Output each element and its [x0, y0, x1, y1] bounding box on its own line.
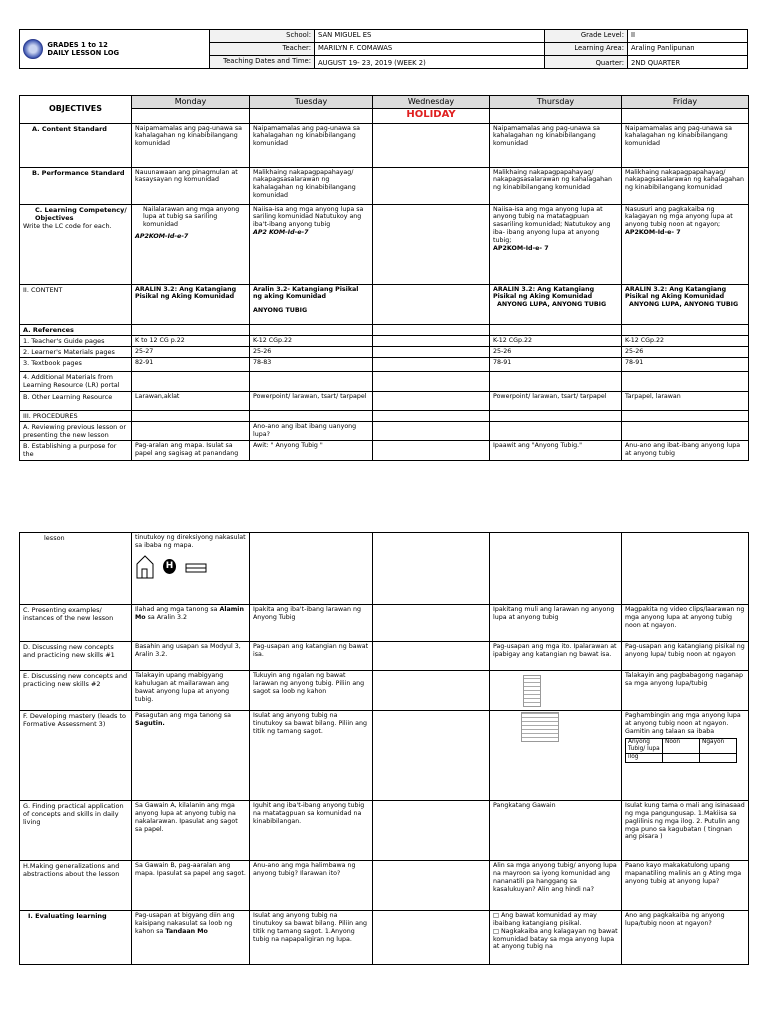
hospital-icon: H [163, 559, 176, 574]
tg-thu: K-12 CGp.22 [490, 335, 622, 346]
tb-thu: 78-91 [490, 357, 622, 371]
discussing2-fri: Talakayin ang pagbabagong naganap sa mga anyong lupa/tubig [622, 671, 749, 711]
comparison-cell [663, 754, 700, 763]
practical-mon: Sa Gawain A, kilalanin ang mga anyong lupa at anyong tubig na nakalarawan. Ipasulat ang sagot sa papel. [132, 801, 250, 861]
evaluating-mon-text: Pag-usapan at bigyang diin ang kaisipang nakasulat sa loob ng kahon sa [135, 912, 235, 935]
discussing2-thu [490, 671, 622, 711]
tg-label: 1. Teacher's Guide pages [20, 335, 132, 346]
presenting-mon-text: Ilahad ang mga tanong sa [135, 606, 220, 613]
tb-mon: 82-91 [132, 357, 250, 371]
day-monday: Monday [132, 96, 250, 109]
generalizations-mon: Sa Gawain B, pag-aaralan ang mapa. Ipasulat sa papel ang sagot. [132, 861, 250, 911]
area-value: Araling Panlipunan [628, 43, 748, 56]
purpose-thu: Ipaawit ang "Anyong Tubig." [490, 441, 622, 461]
comparison-table [625, 738, 737, 763]
competency-fri [622, 204, 749, 284]
tb-label: 3. Textbook pages [20, 357, 132, 371]
performance-standard-fri: Malikhaing nakapagpapahayag/ nakapagsasalarawan ng kahalagahan ng kinabibilangang komunidad [622, 167, 749, 204]
objectives-heading: OBJECTIVES [20, 96, 132, 124]
content-tue [250, 284, 373, 324]
lesson-log-table-continued [19, 532, 749, 965]
comparison-cell [700, 754, 737, 763]
teacher-label: Teacher: [210, 43, 315, 56]
evaluating-mon-bold: Tandaan Mo [165, 927, 208, 935]
competency-tue [250, 204, 373, 284]
content-tue-sub: ANYONG TUBIG [253, 307, 308, 315]
dates-value: AUGUST 19- 23, 2019 (WEEK 2) [315, 56, 545, 69]
other-resource-tue: Powerpoint/ larawan, tsart/ tarpapel [250, 391, 373, 410]
performance-standard-mon: Nauunawaan ang pinagmulan at kasaysayan ng komunidad [132, 167, 250, 204]
other-resource-label: B. Other Learning Resource [20, 391, 132, 410]
day-tuesday: Tuesday [250, 96, 373, 109]
other-resource-fri: Tarpapel, larawan [622, 391, 749, 410]
teacher-value: MARILYN F. COMAWAS [315, 43, 545, 56]
content-thu [490, 284, 622, 324]
competency-fri-code: AP2KOM-Id-e- 7 [625, 229, 681, 237]
comparison-header: Ngayon [700, 738, 737, 753]
quarter-label: Quarter: [545, 56, 628, 69]
school-value: SAN MIGUEL ES [315, 30, 545, 43]
mastery-mon [132, 711, 250, 801]
competency-mon-code: AP2KOM-Id-e-7 [135, 233, 189, 241]
header-title-cell [20, 30, 210, 69]
mastery-mon-text: Pasagutan ang mga tanong sa [135, 712, 231, 719]
competency-label-cell [20, 204, 132, 284]
presenting-mon [132, 605, 250, 642]
discussing1-mon: Basahin ang usapan sa Modyul 3, Aralin 3.2. [132, 642, 250, 671]
competency-thu [490, 204, 622, 284]
other-resource-mon: Larawan,aklat [132, 391, 250, 410]
content-standard-label: A. Content Standard [20, 123, 132, 167]
tb-tue: 78-83 [250, 357, 373, 371]
competency-thu-code: AP2KOM-Id-e- 7 [493, 244, 549, 252]
review-label: A. Reviewing previous lesson or presenting the new lesson [20, 422, 132, 441]
purpose-mon-cont [132, 533, 250, 605]
discussing2-mon: Talakayin upang mabigyang kahulugan at mailarawan ang bawat anyong lupa at anyong tubig. [132, 671, 250, 711]
discussing1-tue: Pag-usapan ang katangian ng bawat isa. [250, 642, 373, 671]
mastery-thu [490, 711, 622, 801]
school-label: School: [210, 30, 315, 43]
mastery-tue: Isulat ang anyong tubig na tinutukoy sa bawat bilang. Piliin ang titik ng tamang sagot. [250, 711, 373, 801]
purpose-mon: Pag-aralan ang mapa. Isulat sa papel ang sagisag at panandang [132, 441, 250, 461]
holiday-label: HOLIDAY [373, 109, 490, 124]
tb-fri: 78-91 [622, 357, 749, 371]
area-label: Learning Area: [545, 43, 628, 56]
grade-value: II [628, 30, 748, 43]
bullet-box-icon: □ [493, 927, 499, 935]
mastery-mon-bold: Sagutin. [135, 719, 165, 727]
generalizations-label: H.Making generalizations and abstractions about the lesson [20, 861, 132, 911]
presenting-fri: Magpakita ng video clips/laarawan ng mga anyong lupa at anyong tubig noon at ngayon. [622, 605, 749, 642]
lesson-log-table [19, 95, 749, 461]
lm-fri: 25-26 [622, 346, 749, 357]
comparison-cell: ilog [626, 754, 663, 763]
building-icon [184, 560, 208, 574]
purpose-tue: Awit: " Anyong Tubig " [250, 441, 373, 461]
evaluating-tue: Isulat ang anyong tubig na tinutukoy sa bawat bilang. Piliin ang titik ng tamang sagot. 1.Anyong tubig na napapaligiran ng lupa. [250, 911, 373, 965]
evaluating-thu-item [493, 928, 618, 952]
bullet-box-icon: □ [493, 912, 499, 919]
mastery-label: F. Developing mastery (leads to Formative Assessment 3) [20, 711, 132, 801]
comparison-header: Noon [663, 738, 700, 753]
performance-standard-thu: Malikhaing nakapagpapahayag/ nakapagsasalarawan ng kahalagahan ng kinabibilangang komunidad [490, 167, 622, 204]
tg-mon: K to 12 CG p.22 [132, 335, 250, 346]
lm-thu: 25-26 [490, 346, 622, 357]
day-thursday: Thursday [490, 96, 622, 109]
dates-label: Teaching Dates and Time: [210, 56, 315, 69]
performance-standard-label: B. Performance Standard [20, 167, 132, 204]
generalizations-fri: Paano kayo makakatulong upang mapanatiling malinis an g Ating mga anyong tubig at anyong lupa? [622, 861, 749, 911]
evaluating-thu [490, 911, 622, 965]
content-standard-tue: Naipamamalas ang pag-unawa sa kahalagahan ng kinabibilangang komunidad [250, 123, 373, 167]
evaluating-thu-text-1: Ang bawat komunidad ay may ibaibang katangiang pisikal. [493, 912, 597, 927]
purpose-fri: Anu-ano ang ibat-ibang anyong lupa at anyong tubig [622, 441, 749, 461]
presenting-mon-bold: Alamin Mo [135, 606, 244, 621]
content-standard-mon: Naipamamalas ang pag-unawa sa kahalagahan ng kinabibilangang komunidad [132, 123, 250, 167]
practical-label: G. Finding practical application of concepts and skills in daily living [20, 801, 132, 861]
evaluating-label: I. Evaluating learning [20, 911, 132, 965]
competency-tue-code: AP2 KOM-Id-e-7 [253, 229, 309, 237]
content-fri-sub: ANYONG LUPA, ANYONG TUBIG [629, 301, 739, 309]
practical-tue: Iguhit ang iba't-ibang anyong tubig na matatagpuan sa komunidad na kinabibilangan. [250, 801, 373, 861]
content-standard-fri: Naipamamalas ang pag-unawa sa kahalagahan ng kinabibilangang komunidad [622, 123, 749, 167]
content-fri [622, 284, 749, 324]
performance-standard-tue: Malikhaing nakapagpapahayag/ nakapagsasalarawan ng kahalagahan ng kinabibilangang komunidad [250, 167, 373, 204]
practical-fri: Isulat kung tama o mali ang isinasaad ng mga pangungusap. 1.Makiisa sa paglilinis ng mga ilog. 2. Putulin ang mga puno sa kagubatan ( tingnan ang pisara ) [622, 801, 749, 861]
deped-seal-icon [23, 39, 43, 59]
evaluating-thu-text-2: Nagkakaiba ang kalagayan ng bawat komunidad batay sa mga anyong lupa at anyong tubig na [493, 927, 618, 951]
generalizations-tue: Anu-ano ang mga halimbawa ng anyong tubig? Ilarawan ito? [250, 861, 373, 911]
competency-fri-text: Nasusuri ang pagkakaiba ng kalagayan ng mga anyong lupa at anyong tubig noon at ngayon; [625, 205, 733, 229]
content-fri-text: ARALIN 3.2: Ang Katangiang Pisikal ng Aking Komunidad [625, 285, 727, 301]
lm-label: 2. Learner's Materials pages [20, 346, 132, 357]
grade-label: Grade Level: [545, 30, 628, 43]
content-mon: ARALIN 3.2: Ang Katangiang Pisikal ng Aking Komunidad [132, 284, 250, 324]
discussing1-fri: Pag-usapan ang katangiang pisikal ng anyong lupa/ tubig noon at ngayon [622, 642, 749, 671]
competency-note: Write the LC code for each. [23, 221, 112, 230]
evaluating-fri: Ano ang pagkakaiba ng anyong lupa/tubig noon at ngayon? [622, 911, 749, 965]
practical-thu: Pangkatang Gawain [490, 801, 622, 861]
other-resource-thu: Powerpoint/ larawan, tsart/ tarpapel [490, 391, 622, 410]
worksheet-image [521, 712, 559, 742]
evaluating-mon [132, 911, 250, 965]
discussing2-label: E. Discussing new concepts and practicing new skills #2 [20, 671, 132, 711]
content-thu-text: ARALIN 3.2: Ang Katangiang Pisikal ng Aking Komunidad [493, 285, 595, 301]
presenting-label: C. Presenting examples/ instances of the new lesson [20, 605, 132, 642]
procedures-label: III. PROCEDURES [20, 410, 132, 421]
day-friday: Friday [622, 96, 749, 109]
presenting-mon-tail: sa Aralin 3.2 [145, 613, 187, 621]
generalizations-thu: Alin sa mga anyong tubig/ anyong lupa na mayroon sa iyong komunidad ang nananatili pa hanggang sa kasalukuyan? Alin ang hindi na? [490, 861, 622, 911]
content-label: II. CONTENT [20, 284, 132, 324]
quarter-value: 2ND QUARTER [628, 56, 748, 69]
tg-tue: K-12 CGp.22 [250, 335, 373, 346]
house-icon [135, 554, 155, 580]
content-tue-text: Aralin 3.2- Katangiang Pisikal ng aking Komunidad [253, 285, 359, 301]
competency-thu-text: Naiisa-isa ang mga anyong lupa at anyong tubig na matatagpuan sasariling komunidad; Natutukoy ang iba- ibang anyong lupa at anyong tubig; [493, 205, 611, 244]
day-wednesday: Wednesday [373, 96, 490, 109]
additional-label: 4. Additional Materials from Learning Resource (LR) portal [20, 371, 132, 391]
discussing2-tue: Tukuyin ang ngalan ng bawat larawan ng anyong tubig. Piliin ang sagot sa loob ng kahon [250, 671, 373, 711]
references-label: A. References [20, 324, 132, 335]
mastery-fri-text: Paghambingin ang mga anyong lupa at anyong tubig noon at ngayon. Gamitin ang talaan sa ibaba [625, 712, 741, 735]
competency-mon [132, 204, 250, 284]
mastery-fri [622, 711, 749, 801]
content-standard-thu: Naipamamalas ang pag-unawa sa kahalagahan ng kinabibilangang komunidad [490, 123, 622, 167]
presenting-tue: Ipakita ang iba't-ibang larawan ng Anyong Tubig [250, 605, 373, 642]
tg-fri: K-12 CGp.22 [622, 335, 749, 346]
worksheet-thumbnail [523, 675, 541, 707]
purpose-mon-cont-text: tinutukoy ng direksiyong nakasulat sa ibaba ng mapa. [135, 534, 246, 549]
map-clipart [135, 554, 246, 580]
review-tue: Ano-ano ang ibat ibang uanyong lupa? [250, 422, 373, 441]
log-title: GRADES 1 to 12 DAILY LESSON LOG [47, 40, 120, 57]
content-thu-sub: ANYONG LUPA, ANYONG TUBIG [497, 301, 607, 309]
evaluating-thu-item [493, 912, 618, 928]
competency-mon-text: Nailalarawan ang mga anyong lupa at tubig sa sariling komunidad [143, 205, 240, 229]
competency-tue-text: Naiisa-isa ang mga anyong lupa sa sariling komunidad Natutukoy ang iba't-ibang anyong tubig [253, 205, 364, 229]
header-table [19, 29, 748, 69]
purpose-label-cont: lesson [20, 533, 132, 605]
lm-mon: 25-27 [132, 346, 250, 357]
presenting-thu: Ipakitang muli ang larawan ng anyong lupa at anyong tubig [490, 605, 622, 642]
comparison-header: Anyong Tubig/ lupa [626, 738, 663, 753]
purpose-label: B. Establishing a purpose for the [20, 441, 132, 461]
discussing1-label: D. Discussing new concepts and practicing new skills #1 [20, 642, 132, 671]
competency-label: C. Learning Competency/ Objectives [35, 205, 127, 222]
lm-tue: 25-26 [250, 346, 373, 357]
discussing1-thu: Pag-usapan ang mga ito. Ipalarawan at ipabigay ang katangian ng bawat isa. [490, 642, 622, 671]
